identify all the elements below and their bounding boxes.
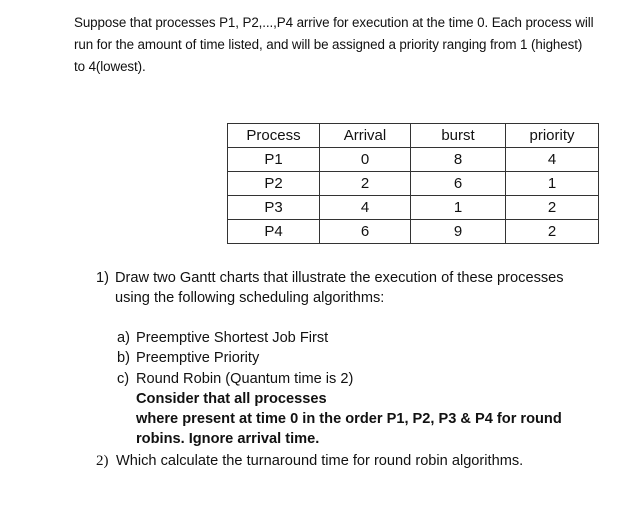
cell-burst: 6 (411, 172, 506, 196)
cell-burst: 8 (411, 148, 506, 172)
header-arrival: Arrival (320, 124, 411, 148)
cell-burst: 1 (411, 196, 506, 220)
cell-priority: 2 (506, 220, 599, 244)
cell-process: P4 (228, 220, 320, 244)
cell-arrival: 6 (320, 220, 411, 244)
item-note-bold: where present at time 0 in the order P1, P2, P3 & P4 for round (136, 411, 562, 427)
table-row (228, 196, 599, 220)
table-row (228, 220, 599, 244)
cell-arrival: 2 (320, 172, 411, 196)
item-label: b) (117, 350, 130, 366)
item-label: c) (117, 371, 130, 387)
question-1-line: Draw two Gantt charts that illustrate the execution of these processes (115, 270, 564, 286)
question-1-number: 1) (96, 270, 109, 286)
question-1-line: using the following scheduling algorithms: (115, 290, 385, 306)
item-note-bold: Consider that all processes (136, 391, 327, 407)
item-text: Round Robin (Quantum time is 2) (136, 371, 354, 387)
table-row (228, 148, 599, 172)
cell-burst: 9 (411, 220, 506, 244)
header-priority: priority (506, 124, 599, 148)
process-table (227, 123, 599, 244)
item-note-bold: robins. Ignore arrival time. (136, 431, 320, 447)
problem-intro (74, 12, 630, 78)
intro-line: Suppose that processes P1, P2,...,P4 arrive for execution at the time 0. Each process will (74, 15, 594, 30)
cell-priority: 1 (506, 172, 599, 196)
question-1-text (115, 268, 625, 308)
cell-process: P3 (228, 196, 320, 220)
cell-priority: 2 (506, 196, 599, 220)
question-2-number: 2) (96, 453, 109, 469)
cell-process: P1 (228, 148, 320, 172)
cell-process: P2 (228, 172, 320, 196)
table-header-row (228, 124, 599, 148)
question-2-text: Which calculate the turnaround time for round robin algorithms. (116, 453, 524, 469)
item-label: a) (117, 330, 130, 346)
intro-line: run for the amount of time listed, and will be assigned a priority ranging from 1 (highest) (74, 37, 583, 52)
cell-arrival: 0 (320, 148, 411, 172)
item-text: Preemptive Shortest Job First (136, 330, 329, 346)
item-text: Preemptive Priority (136, 350, 260, 366)
cell-priority: 4 (506, 148, 599, 172)
intro-line: to 4(lowest). (74, 59, 146, 74)
header-burst: burst (411, 124, 506, 148)
cell-arrival: 4 (320, 196, 411, 220)
header-process: Process (228, 124, 320, 148)
table-row (228, 172, 599, 196)
